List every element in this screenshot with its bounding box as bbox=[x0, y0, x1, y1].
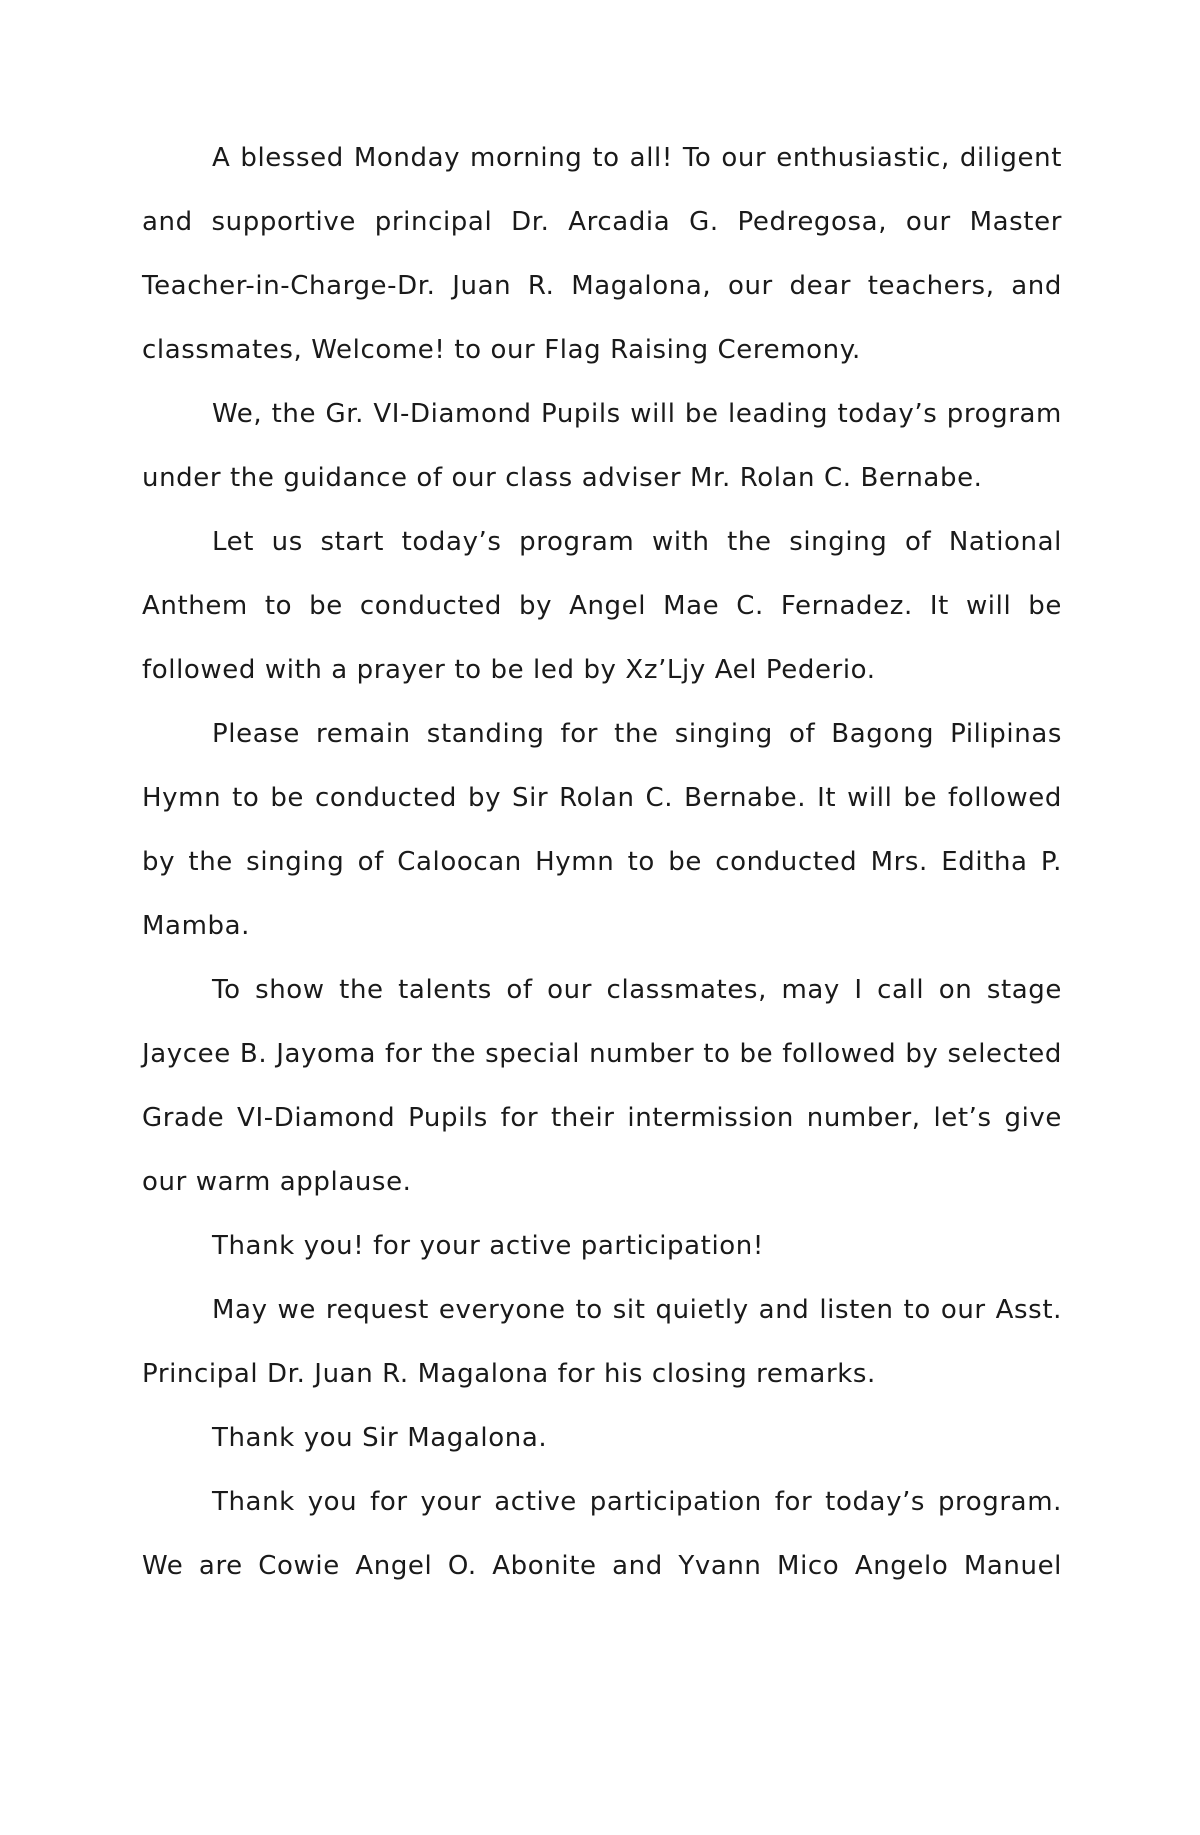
paragraph-national-anthem: Let us start today’s program with the singing of National Anthem to be conducted by Angel Mae C. Fernadez. It will be followed with a prayer to be led by Xz’Ljy Ael Pederio. bbox=[142, 527, 1062, 685]
paragraph-talents: To show the talents of our classmates, may I call on stage Jaycee B. Jayoma for the special number to be followed by selected Grade VI-Diamond Pupils for their intermission number, let’s give our warm applause. bbox=[142, 975, 1062, 1197]
document-body bbox=[142, 126, 1062, 1598]
paragraph-welcome: A blessed Monday morning to all! To our enthusiastic, diligent and supportive principal Dr. Arcadia G. Pedregosa, our Master Teacher-in-Charge-Dr. Juan R. Magalona, our dear teachers, and classmates, Welcome! to our Flag Raising Ceremony. bbox=[142, 143, 1062, 365]
paragraph-thank-you-magalona: Thank you Sir Magalona. bbox=[212, 1423, 548, 1453]
paragraph-hymns: Please remain standing for the singing of Bagong Pilipinas Hymn to be conducted by Sir Rolan C. Bernabe. It will be followed by the singing of Caloocan Hymn to be conducted Mrs. Editha P. Mamba. bbox=[142, 719, 1062, 941]
paragraph-thank-you-participation: Thank you! for your active participation! bbox=[212, 1231, 764, 1261]
paragraph-closing-remarks: May we request everyone to sit quietly and listen to our Asst. Principal Dr. Juan R. Magalona for his closing remarks. bbox=[142, 1295, 1062, 1389]
paragraph-leading-program: We, the Gr. VI-Diamond Pupils will be leading today’s program under the guidance of our class adviser Mr. Rolan C. Bernabe. bbox=[142, 399, 1062, 493]
paragraph-hosts: Thank you for your active participation for today’s program. We are Cowie Angel O. Abonite and Yvann Mico Angelo Manuel bbox=[142, 1487, 1062, 1581]
